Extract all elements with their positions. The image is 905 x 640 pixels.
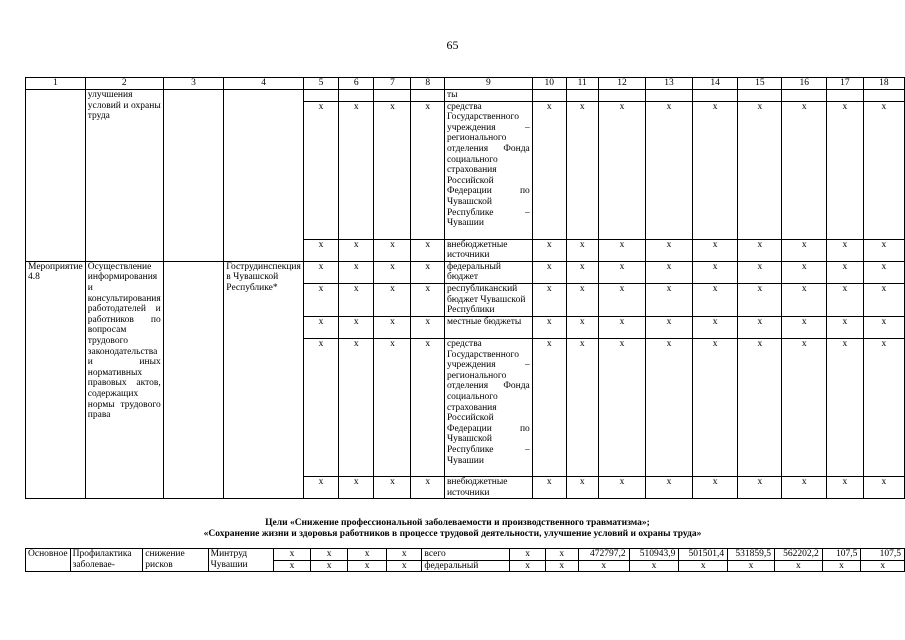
header-row <box>26 78 905 90</box>
source-cell: всего <box>422 549 510 561</box>
x-cell: x <box>387 560 422 572</box>
x-cell: x <box>863 283 904 316</box>
value-cell: 510943,9 <box>629 549 679 561</box>
x-cell: x <box>411 476 444 498</box>
x-cell: x <box>863 316 904 338</box>
event-goal: снижение рисков <box>143 549 208 572</box>
x-cell: x <box>566 239 598 261</box>
table-row <box>26 90 905 102</box>
x-cell: x <box>598 283 645 316</box>
x-cell: x <box>532 239 566 261</box>
x-cell: x <box>532 316 566 338</box>
col-header: 3 <box>163 78 224 90</box>
col-header: 16 <box>782 78 827 90</box>
x-cell: x <box>738 261 782 283</box>
x-cell: x <box>782 283 827 316</box>
x-cell: x <box>545 560 578 572</box>
event-id: Основное <box>26 549 71 572</box>
x-cell: x <box>374 283 411 316</box>
page-number: 65 <box>446 38 459 52</box>
col-header: 15 <box>738 78 782 90</box>
x-cell: x <box>566 476 598 498</box>
x-cell: x <box>578 560 629 572</box>
col-header: 13 <box>646 78 693 90</box>
x-cell: x <box>348 549 387 561</box>
source-cell: внебюджетные источники <box>444 239 532 261</box>
x-cell: x <box>532 101 566 239</box>
col-header: 2 <box>85 78 163 90</box>
x-cell: x <box>311 549 348 561</box>
x-cell: x <box>598 338 645 476</box>
x-cell: x <box>692 283 738 316</box>
x-cell: x <box>827 338 864 476</box>
x-cell: x <box>303 476 338 498</box>
source-cell: федеральный <box>422 560 510 572</box>
goal-line-1: Цели «Снижение профессиональной заболеваемости и производственного травматизма»; <box>265 518 650 528</box>
x-cell: x <box>411 261 444 283</box>
x-cell: x <box>598 476 645 498</box>
source-cell: средства Государственного учреждения – регионального отделения Фонда социального страхования Российской Федерации по Чувашской Республике – Чувашии <box>444 338 532 476</box>
x-cell: x <box>646 261 693 283</box>
col-header: 9 <box>444 78 532 90</box>
value-cell: 531859,5 <box>728 549 775 561</box>
col-header: 6 <box>339 78 374 90</box>
x-cell: x <box>339 476 374 498</box>
col-header: 14 <box>692 78 738 90</box>
responsible: Гострудинспекция в Чувашской Республике* <box>224 261 304 498</box>
x-cell: x <box>782 338 827 476</box>
x-cell: x <box>827 261 864 283</box>
x-cell: x <box>863 239 904 261</box>
x-cell: x <box>411 283 444 316</box>
program-table-continued <box>25 548 905 572</box>
value-cell: 107,5 <box>822 549 861 561</box>
col-header: 5 <box>303 78 338 90</box>
value-cell: 472797,2 <box>578 549 629 561</box>
event-name: Осуществление информирования и консультирования работодателей и работников по вопросам трудового законодательства и иных нормативных правовых актов, содержащих нормы трудового права <box>85 261 163 498</box>
col-header: 8 <box>411 78 444 90</box>
x-cell: x <box>692 261 738 283</box>
x-cell: x <box>411 316 444 338</box>
x-cell: x <box>411 101 444 239</box>
x-cell: x <box>545 549 578 561</box>
goal-heading <box>0 518 905 540</box>
x-cell: x <box>532 338 566 476</box>
x-cell: x <box>827 101 864 239</box>
x-cell: x <box>339 261 374 283</box>
x-cell: x <box>411 239 444 261</box>
x-cell: x <box>348 560 387 572</box>
value-cell: 501501,4 <box>679 549 728 561</box>
source-cell: республиканский бюджет Чувашской Республики <box>444 283 532 316</box>
x-cell: x <box>411 338 444 476</box>
x-cell: x <box>598 316 645 338</box>
x-cell: x <box>303 316 338 338</box>
x-cell: x <box>374 239 411 261</box>
x-cell: x <box>566 261 598 283</box>
x-cell: x <box>822 560 861 572</box>
source-cell: федеральный бюджет <box>444 261 532 283</box>
responsible: Минтруд Чувашии <box>208 549 273 572</box>
col-header: 10 <box>532 78 566 90</box>
value-cell: 562202,2 <box>774 549 822 561</box>
goal-line-2: «Сохранение жизни и здоровья работников в процессе трудовой деятельности, улучшение условий и охраны труда» <box>203 529 702 539</box>
x-cell: x <box>827 316 864 338</box>
x-cell: x <box>692 316 738 338</box>
x-cell: x <box>728 560 775 572</box>
x-cell: x <box>782 101 827 239</box>
x-cell: x <box>510 560 545 572</box>
x-cell: x <box>339 338 374 476</box>
cont-event-name: улучшения условий и охраны труда <box>85 90 163 262</box>
x-cell: x <box>692 239 738 261</box>
x-cell: x <box>827 239 864 261</box>
x-cell: x <box>692 338 738 476</box>
col-header: 18 <box>863 78 904 90</box>
col-header: 1 <box>26 78 86 90</box>
x-cell: x <box>303 239 338 261</box>
x-cell: x <box>629 560 679 572</box>
x-cell: x <box>646 283 693 316</box>
col-header: 17 <box>827 78 864 90</box>
program-table <box>25 77 905 499</box>
source-cell: внебюджетные источники <box>444 476 532 498</box>
x-cell: x <box>646 338 693 476</box>
x-cell: x <box>598 261 645 283</box>
source-cell: средства Государственного учреждения – регионального отделения Фонда социального страхования Российской Федерации по Чувашской Республике – Чувашии <box>444 101 532 239</box>
x-cell: x <box>782 476 827 498</box>
x-cell: x <box>738 316 782 338</box>
x-cell: x <box>311 560 348 572</box>
x-cell: x <box>646 239 693 261</box>
x-cell: x <box>827 283 864 316</box>
col-header: 4 <box>224 78 304 90</box>
x-cell: x <box>303 101 338 239</box>
source-cell: местные бюджеты <box>444 316 532 338</box>
x-cell: x <box>566 316 598 338</box>
x-cell: x <box>863 101 904 239</box>
x-cell: x <box>827 476 864 498</box>
x-cell: x <box>782 239 827 261</box>
x-cell: x <box>566 338 598 476</box>
table-row <box>26 261 905 283</box>
x-cell: x <box>861 560 905 572</box>
x-cell: x <box>646 101 693 239</box>
x-cell: x <box>374 476 411 498</box>
col-header: 11 <box>566 78 598 90</box>
x-cell: x <box>387 549 422 561</box>
event-name: Профилактика заболевае- <box>70 549 143 572</box>
x-cell: x <box>679 560 728 572</box>
x-cell: x <box>532 283 566 316</box>
col-header: 12 <box>598 78 645 90</box>
x-cell: x <box>863 338 904 476</box>
x-cell: x <box>273 560 310 572</box>
x-cell: x <box>738 338 782 476</box>
x-cell: x <box>566 101 598 239</box>
x-cell: x <box>782 261 827 283</box>
x-cell: x <box>863 261 904 283</box>
x-cell: x <box>374 316 411 338</box>
x-cell: x <box>598 101 645 239</box>
x-cell: x <box>374 338 411 476</box>
event-id: Мероприятие 4.8 <box>26 261 86 498</box>
x-cell: x <box>738 476 782 498</box>
x-cell: x <box>598 239 645 261</box>
x-cell: x <box>532 261 566 283</box>
x-cell: x <box>692 101 738 239</box>
x-cell: x <box>692 476 738 498</box>
x-cell: x <box>303 283 338 316</box>
x-cell: x <box>738 283 782 316</box>
x-cell: x <box>646 476 693 498</box>
x-cell: x <box>863 476 904 498</box>
x-cell: x <box>374 101 411 239</box>
x-cell: x <box>738 101 782 239</box>
value-cell: 107,5 <box>861 549 905 561</box>
x-cell: x <box>566 283 598 316</box>
table-row <box>26 549 905 561</box>
source-cell: ты <box>444 90 532 102</box>
x-cell: x <box>510 549 545 561</box>
x-cell: x <box>782 316 827 338</box>
x-cell: x <box>339 239 374 261</box>
x-cell: x <box>303 338 338 476</box>
col-header: 7 <box>374 78 411 90</box>
x-cell: x <box>738 239 782 261</box>
x-cell: x <box>339 101 374 239</box>
x-cell: x <box>273 549 310 561</box>
x-cell: x <box>774 560 822 572</box>
x-cell: x <box>303 261 338 283</box>
x-cell: x <box>374 261 411 283</box>
x-cell: x <box>339 316 374 338</box>
x-cell: x <box>646 316 693 338</box>
x-cell: x <box>532 476 566 498</box>
x-cell: x <box>339 283 374 316</box>
